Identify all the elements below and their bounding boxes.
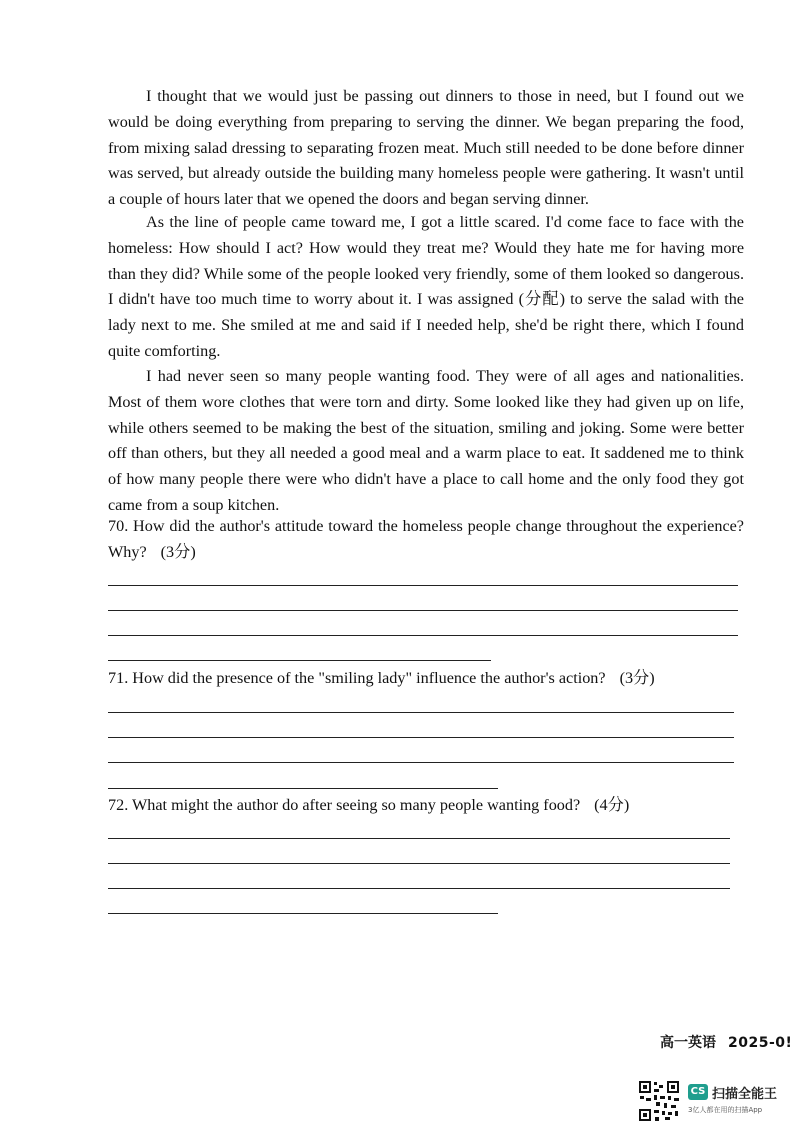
question-70-text: 70. How did the author's attitude toward the homeless people change throughout the experience? Why?	[108, 517, 744, 561]
question-72-text: 72. What might the author do after seeing so many people wanting food?	[108, 796, 581, 814]
footer-exam-code: 2025-0!	[728, 1035, 793, 1051]
question-70-marks: (3分)	[160, 542, 196, 561]
answer-line-70-3[interactable]	[108, 635, 738, 636]
passage-paragraph-2: As the line of people came toward me, I got a little scared. I'd come face to face with the homeless: How should I act? How would they treat me? Would they hate me for having more than they did? While some of the people looked very friendly, some of them looked so dangerous. I didn't have too much time to worry about it. I was assigned (分配) to serve the salad with the lady next to me. She smiled at me and said if I needed help, she'd be right there, which I found quite comforting.	[108, 213, 744, 360]
answer-line-70-1[interactable]	[108, 585, 738, 586]
question-71-marks: (3分)	[619, 669, 655, 687]
footer-subject	[660, 1032, 792, 1052]
answer-line-70-2[interactable]	[108, 610, 738, 611]
answer-line-72-2[interactable]	[108, 863, 730, 864]
question-72	[108, 793, 744, 819]
scanner-tagline: 3亿人都在用的扫描App	[688, 1106, 763, 1114]
passage-paragraph-3: I had never seen so many people wanting food. They were of all ages and nationalities. Most of them wore clothes that were torn and dirty. Some looked like they had given up on life, while others seemed to be making the best of the situation, smiling and joking. Some were better off than others, but they all needed a good meal and a warm place to eat. It saddened me to think of how many people there were who didn't have a place to call home and the only food they got came from a soup kitchen.	[108, 367, 744, 514]
answer-line-72-1[interactable]	[108, 838, 730, 839]
answer-line-71-1[interactable]	[108, 712, 734, 713]
answer-line-71-3[interactable]	[108, 762, 734, 763]
question-70	[108, 514, 744, 566]
answer-line-72-3[interactable]	[108, 888, 730, 889]
answer-line-71-2[interactable]	[108, 737, 734, 738]
question-71	[108, 666, 744, 692]
footer-subject-name: 高一英语	[660, 1035, 716, 1051]
answer-line-72-4[interactable]	[108, 913, 498, 914]
camscanner-logo: CS	[688, 1084, 708, 1100]
scanner-app-name: 扫描全能王	[712, 1087, 778, 1102]
answer-line-70-4[interactable]	[108, 660, 491, 661]
answer-line-71-4[interactable]	[108, 788, 498, 789]
question-72-marks: (4分)	[594, 796, 630, 814]
question-71-text: 71. How did the presence of the "smiling lady" influence the author's action?	[108, 669, 606, 687]
passage-paragraph-1: I thought that we would just be passing out dinners to those in need, but I found out we would be doing everything from preparing to serving the dinner. We began preparing the food, from mixing salad dressing to separating frozen meat. Much still needed to be done before dinner was served, but already outside the building many homeless people were gathering. It wasn't until a couple of hours later that we opened the doors and began serving dinner.	[108, 87, 744, 209]
qr-code-icon	[638, 1080, 680, 1122]
